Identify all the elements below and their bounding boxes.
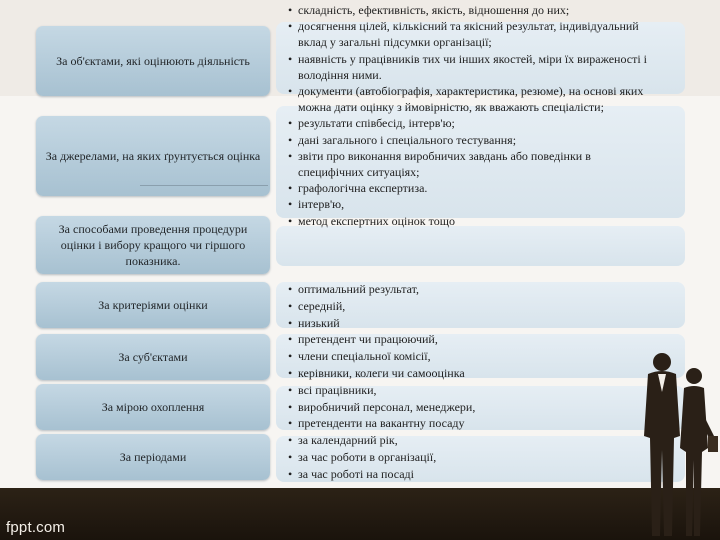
category-sources [36,116,270,196]
brand-logo: fppt.com [6,519,66,536]
list-item: • метод експертних оцінок тощо [288,213,455,228]
category-objects-label: За об'єктами, які оцінюють діяльність [56,54,250,68]
list-item: • середній, [288,298,346,313]
business-people-silhouette-icon [628,340,720,540]
category-subjects-label: За суб'єктами [118,350,188,364]
detail-list-top [288,2,678,229]
category-periods-label: За періодами [119,450,187,464]
category-subjects [36,334,270,380]
list-item: • виробничий персонал, менеджери, [288,399,476,414]
category-sources-label: За джерелами, на яких ґрунтується оцінка [45,149,261,163]
list-item: • всі працівники, [288,382,377,397]
divider [140,185,268,186]
category-methods [36,216,270,274]
category-criteria [36,282,270,328]
list-item: • низький [288,315,340,330]
list-item: • претенденти на вакантну посаду [288,416,465,431]
list-item: • керівники, колеги чи самооцінка [288,365,465,380]
category-coverage [36,384,270,430]
category-coverage-label: За мірою охоплення [101,400,205,414]
list-item: • досягнення цілей, кількісний та якісний результат, індивідуальний вклад у загальні підсумки організації; [288,19,639,50]
list-item: • результати співбесід, інтерв'ю; [288,116,455,131]
list-item: • звіти про виконання виробничих завдань або поведінки в специфічних ситуаціях; [288,148,591,180]
category-objects [36,26,270,96]
list-item: • наявність у працівників тих чи інших якостей, міри їх вираженості і володіння ними. [288,51,647,82]
list-item: • оптимальний результат, [288,282,419,296]
detail-panel-methods [276,226,685,266]
list-item: • документи (автобіографія, характеристика, резюме), на основі яких можна дати оцінку з ймовірністю, як вважають спеціалісти; [288,84,644,115]
list-item: • графологічна експертиза. [288,181,428,196]
list-item: • члени спеціальної комісії, [288,349,431,364]
category-criteria-label: За критеріями оцінки [98,298,208,312]
list-item: • інтерв'ю, [288,197,345,212]
category-periods [36,434,270,480]
list-item: • складність, ефективність, якість, відношення до них; [288,3,570,17]
category-methods-label: За способами проведення процедури оцінки і вибору кращого чи гіршого показника. [58,222,248,268]
list-item: • претендент чи працюючий, [288,332,438,347]
list-item: • за час роботи в організації, [288,449,437,464]
list-item: • за календарний рік, [288,433,398,448]
detail-list-bottom [288,281,678,483]
footer-band [0,488,720,540]
list-item: • дані загального і спеціального тестування; [288,132,517,147]
list-item: • за час роботі на посаді [288,466,414,481]
